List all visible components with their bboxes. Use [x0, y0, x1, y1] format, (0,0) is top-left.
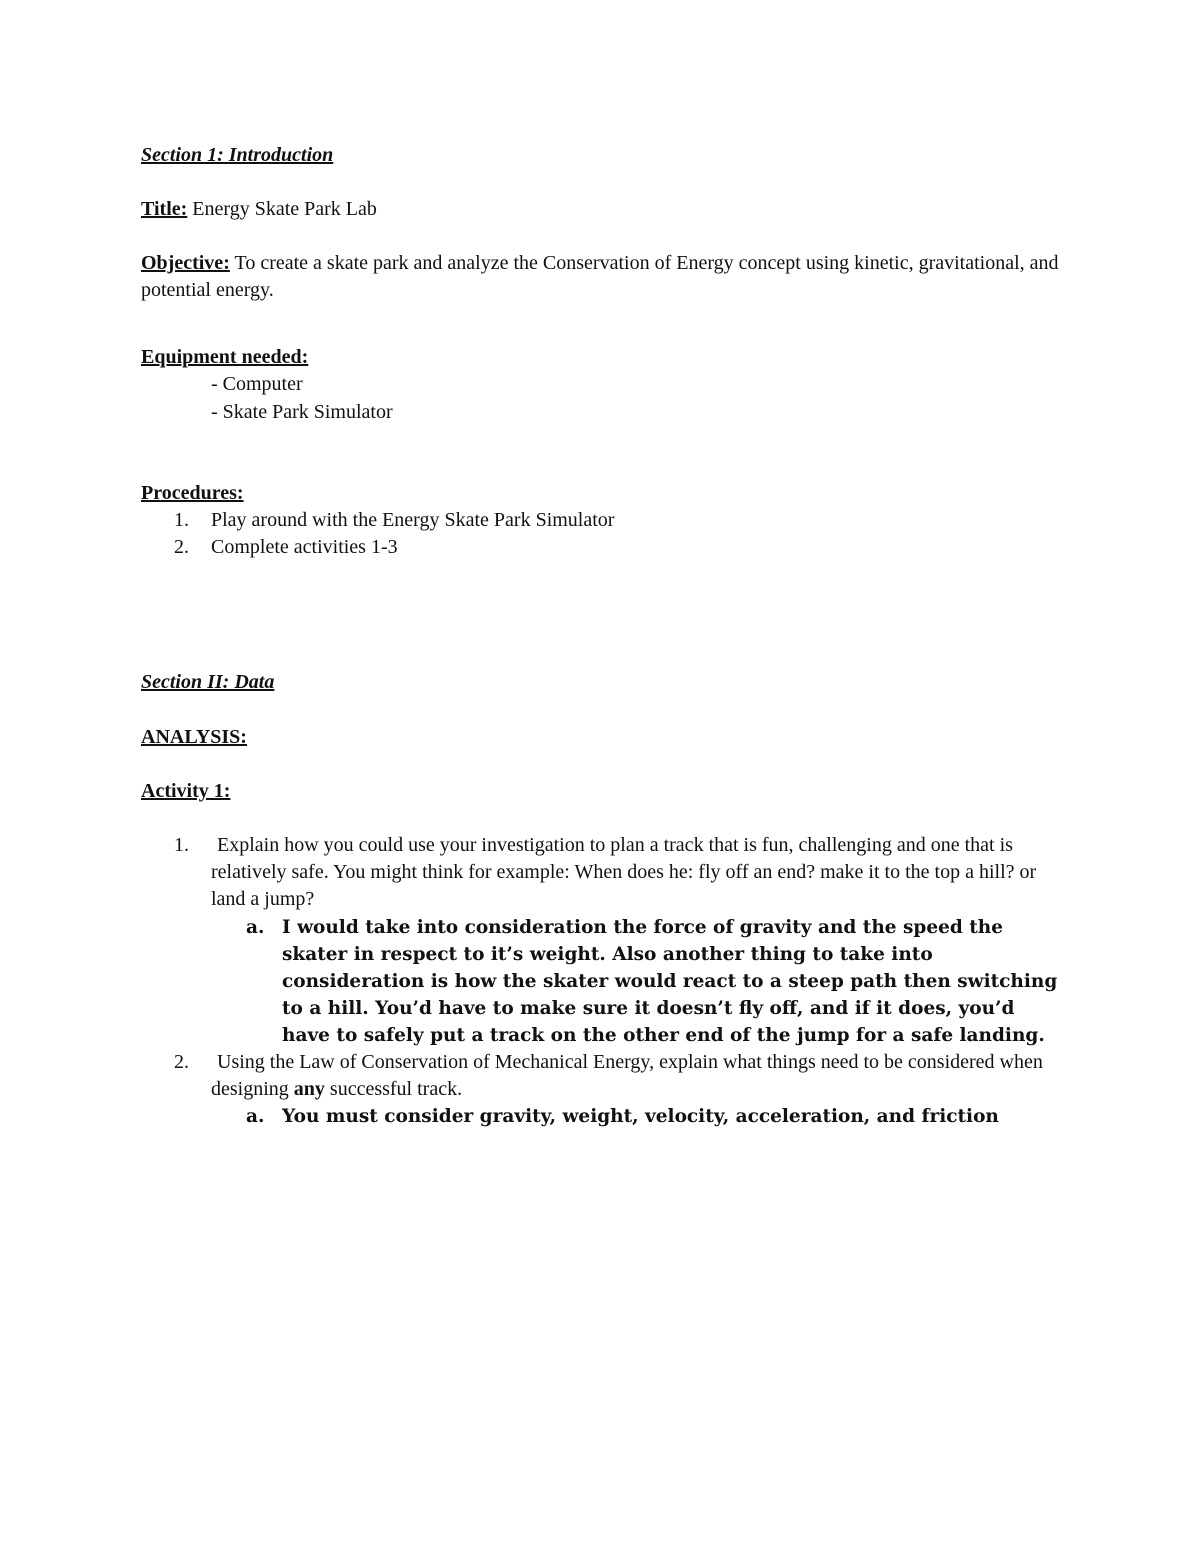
title-value: Energy Skate Park Lab [187, 198, 377, 220]
title-line [141, 196, 377, 223]
activity-label: Activity 1: [141, 780, 231, 802]
procedure-text: Complete activities 1-3 [211, 536, 398, 558]
question-number: 2. [174, 1051, 189, 1073]
question-text-part: successful track. [324, 1078, 463, 1100]
analysis-label: ANALYSIS: [141, 726, 247, 748]
procedure-text: Play around with the Energy Skate Park Simulator [211, 509, 615, 531]
section-2-heading: Section II: Data [141, 671, 275, 693]
objective-paragraph [141, 250, 1071, 304]
question-text: Explain how you could use your investigation to plan a track that is fun, challenging and one that is relatively safe. You might think for example: When does he: fly off an end? make it to the top a hill? or land a jump? [211, 834, 1037, 910]
answer-text: You must consider gravity, weight, velocity, acceleration, and friction [282, 1106, 999, 1127]
title-label: Title: [141, 198, 188, 220]
procedure-number: 2. [174, 536, 189, 558]
procedures-label: Procedures: [141, 482, 244, 504]
equipment-item: - Computer [211, 373, 303, 395]
objective-text: To create a skate park and analyze the Conservation of Energy concept using kinetic, gravitational, and potential energy. [141, 252, 1059, 301]
question-emphasis: any [293, 1078, 325, 1100]
equipment-label: Equipment needed: [141, 346, 309, 368]
section-1-heading: Section 1: Introduction [141, 144, 334, 166]
answer-letter: a. [246, 917, 265, 938]
objective-label: Objective: [141, 252, 230, 274]
question-number: 1. [174, 834, 189, 856]
answer-text: I would take into consideration the force of gravity and the speed the skater in respect to it’s weight. Also another thing to take into consideration is how the skater would react to a steep path then switching to a hill. You’d have to make sure it doesn’t fly off, and if it does, you’d have to safely put a track on the other end of the jump for a safe landing. [282, 917, 1058, 1046]
question-text-part: Using the Law of Conservation of Mechanical Energy, explain what things need to be considered when designing [211, 1051, 1043, 1100]
question-text [211, 1049, 1051, 1103]
procedure-number: 1. [174, 509, 189, 531]
equipment-item: - Skate Park Simulator [211, 401, 393, 423]
answer-letter: a. [246, 1106, 265, 1127]
